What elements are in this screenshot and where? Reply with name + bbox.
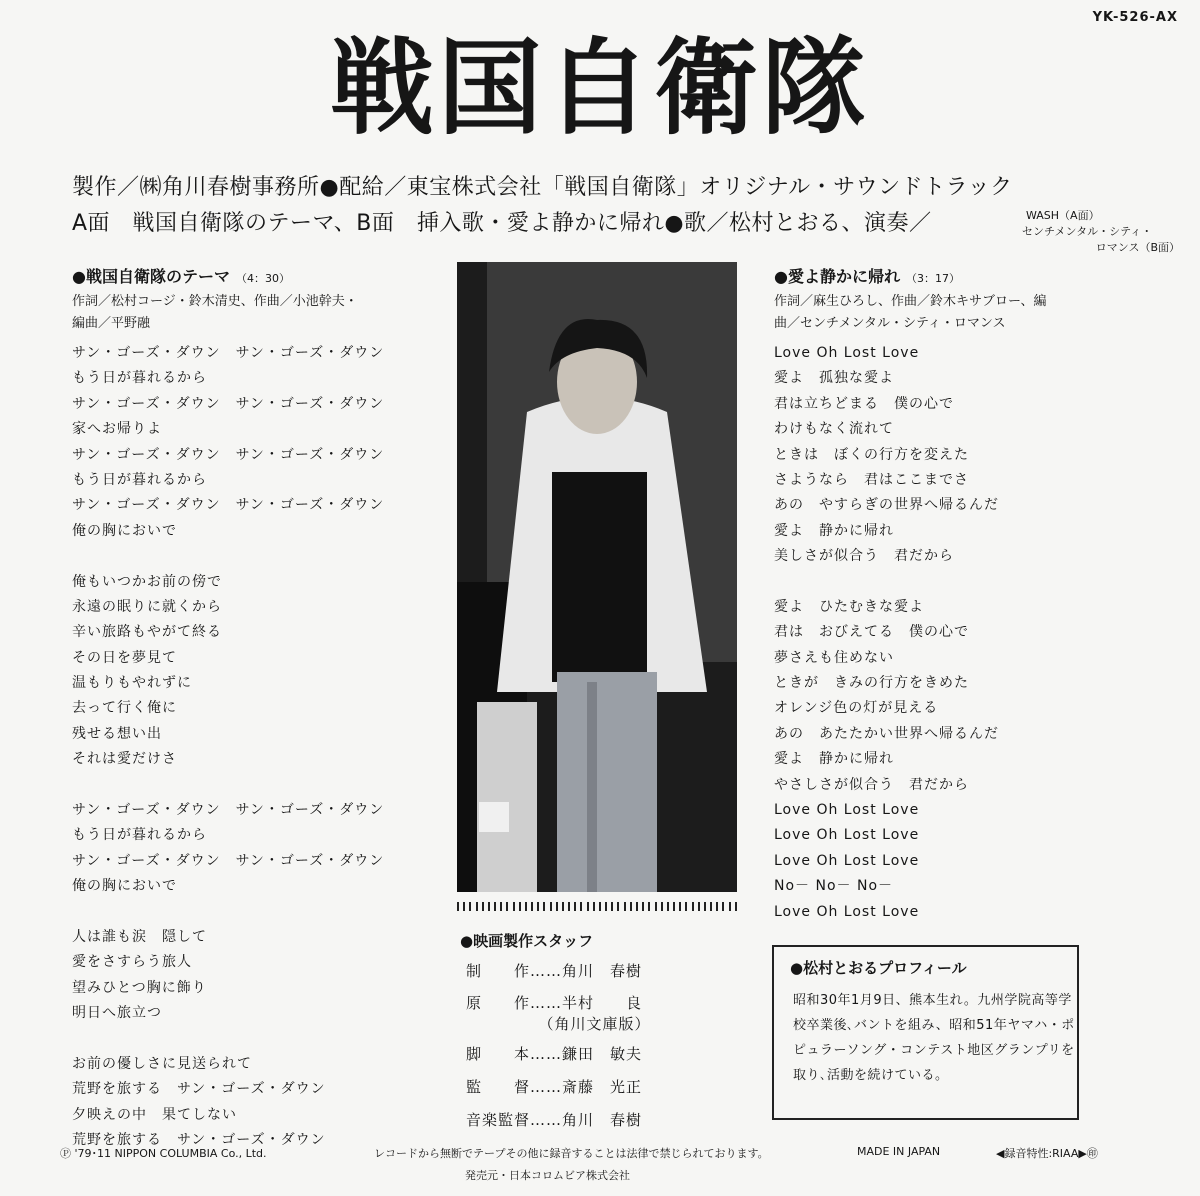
song-a-credit-line2: 編曲／平野融 bbox=[72, 316, 151, 331]
song-b-title-text: ●愛よ静かに帰れ bbox=[774, 267, 900, 286]
song-b-credit-line2: 曲／センチメンタル・シティ・ロマンス bbox=[774, 316, 1006, 331]
strip-tick bbox=[648, 902, 650, 911]
lyric-line: 家へお帰りよ bbox=[72, 421, 162, 438]
strip-tick bbox=[624, 902, 626, 911]
lyric-line: 俺もいつかお前の傍で bbox=[72, 573, 222, 590]
song-b-credit-line1: 作詞／麻生ひろし、作曲／鈴木キサブロー、編 bbox=[774, 294, 1047, 309]
song-a-credits bbox=[72, 291, 358, 335]
strip-tick bbox=[692, 902, 694, 911]
strip-tick bbox=[630, 902, 632, 911]
strip-tick bbox=[661, 902, 663, 911]
lyric-line: 夕映えの中 果てしない bbox=[72, 1106, 237, 1123]
lyric-line: やさしさが似合う 君だから bbox=[774, 776, 969, 793]
strip-tick bbox=[593, 902, 595, 911]
lyric-line: Love Oh Lost Love bbox=[774, 345, 920, 361]
strip-tick bbox=[698, 902, 700, 911]
lyric-line: もう日が暮れるから bbox=[72, 827, 207, 844]
production-credit: 製作／㈱角川春樹事務所●配給／東宝株式会社「戦国自衛隊」オリジナル・サウンドトラック bbox=[72, 175, 1013, 200]
lyric-line: 愛よ 静かに帰れ bbox=[774, 522, 894, 539]
lyric-line: サン・ゴーズ・ダウン サン・ゴーズ・ダウン bbox=[72, 497, 385, 514]
strip-tick bbox=[636, 902, 638, 911]
staff-row: 原 作……半村 良 bbox=[466, 994, 643, 1012]
lyric-line: 荒野を旅する サン・ゴーズ・ダウン bbox=[72, 1081, 326, 1098]
lyric-line bbox=[72, 900, 384, 925]
strip-tick bbox=[482, 902, 484, 911]
lyric-line: Love Oh Lost Love bbox=[774, 903, 920, 920]
lyric-line: Love Oh Lost Love bbox=[774, 802, 920, 819]
strip-tick bbox=[513, 902, 515, 911]
strip-tick bbox=[722, 902, 724, 911]
staff-title: ●映画製作スタッフ bbox=[460, 932, 594, 950]
strip-tick bbox=[556, 902, 558, 911]
lyric-line: オレンジ色の灯が見える bbox=[774, 700, 939, 717]
lyric-line: サン・ゴーズ・ダウン サン・ゴーズ・ダウン bbox=[72, 345, 385, 361]
lyric-line: 愛よ ひたむきな愛よ bbox=[774, 598, 924, 615]
song-a-title-text: ●戦国自衛隊のテーマ bbox=[72, 267, 230, 286]
photo-border-strip bbox=[457, 902, 737, 916]
singer-photo-illustration bbox=[457, 262, 737, 892]
lyric-line: お前の優しさに見送られて bbox=[72, 1055, 252, 1072]
catalog-number: YK-526-AX bbox=[1092, 10, 1178, 25]
performer-b-line1: センチメンタル・シティ・ bbox=[1022, 225, 1153, 238]
song-b-title bbox=[774, 264, 960, 287]
strip-tick bbox=[457, 902, 459, 911]
lyric-line: サン・ゴーズ・ダウン サン・ゴーズ・ダウン bbox=[72, 446, 385, 463]
strip-tick bbox=[735, 902, 737, 911]
lyric-line: それは愛だけさ bbox=[72, 751, 177, 768]
strip-tick bbox=[580, 902, 582, 911]
strip-tick bbox=[642, 902, 644, 911]
strip-tick bbox=[525, 902, 527, 911]
strip-tick bbox=[562, 902, 564, 911]
lyric-line: もう日が暮れるから bbox=[72, 471, 207, 488]
strip-tick bbox=[587, 902, 589, 911]
performer-a: WASH（A面） bbox=[1026, 209, 1100, 222]
strip-tick bbox=[710, 902, 712, 911]
lyric-line: もう日が暮れるから bbox=[72, 370, 207, 387]
strip-tick bbox=[605, 902, 607, 911]
profile-text: 昭和30年1月9日、熊本生れ。九州学院高等学校卒業後､バントを組み、昭和51年ヤマハ・ポピュラーソング・コンテスト地区グランプリを取り､活動を続けている。 bbox=[793, 993, 1075, 1083]
song-a-duration: （4：30） bbox=[235, 272, 290, 285]
song-a-credit-line1: 作詞／松村コージ・鈴木清史、作曲／小池幹夫・ bbox=[72, 294, 358, 309]
strip-tick bbox=[655, 902, 657, 911]
song-a-title bbox=[72, 264, 290, 287]
lyric-line: Love Oh Lost Love bbox=[774, 852, 920, 869]
strip-tick bbox=[500, 902, 502, 911]
lyric-line: 君は立ちどまる 僕の心で bbox=[774, 395, 954, 412]
lyric-line: No－ No－ No－ bbox=[774, 878, 894, 895]
strip-tick bbox=[673, 902, 675, 911]
song-b-duration: （3：17） bbox=[905, 272, 960, 285]
strip-tick bbox=[550, 902, 552, 911]
lyric-line: わけもなく流れて bbox=[774, 421, 894, 438]
staff-row: （角川文庫版） bbox=[466, 1015, 651, 1033]
distributor: 発売元・日本コロムビア株式会社 bbox=[465, 1169, 630, 1182]
lyric-line: 去って行く俺に bbox=[72, 700, 177, 717]
strip-tick bbox=[494, 902, 496, 911]
staff-row: 監 督……斎藤 光正 bbox=[466, 1078, 643, 1096]
lyric-line bbox=[72, 544, 384, 569]
lyric-line: ときは ぼくの行方を変えた bbox=[774, 446, 969, 463]
staff-row: 制 作……角川 春樹 bbox=[466, 962, 643, 980]
strip-tick bbox=[679, 902, 681, 911]
made-in-japan: MADE IN JAPAN bbox=[857, 1145, 941, 1158]
lyric-line: 君は おびえてる 僕の心で bbox=[774, 624, 969, 641]
lyric-line: サン・ゴーズ・ダウン サン・ゴーズ・ダウン bbox=[72, 395, 385, 412]
lyric-line: 俺の胸においで bbox=[72, 878, 177, 895]
lyric-line: 愛よ 静かに帰れ bbox=[774, 751, 894, 768]
performers bbox=[1022, 208, 1180, 256]
lyric-line: 荒野を旅する サン・ゴーズ・ダウン bbox=[72, 1132, 326, 1149]
side-credit: A面 戦国自衛隊のテーマ、B面 挿入歌・愛よ静かに帰れ●歌／松村とおる、演奏／ bbox=[72, 211, 932, 236]
album-title: 戦国自衛隊 bbox=[329, 27, 870, 149]
strip-tick bbox=[667, 902, 669, 911]
lyric-line: あの あたたかい世界へ帰るんだ bbox=[774, 725, 999, 742]
lyric-line: 明日へ旅立つ bbox=[72, 1005, 162, 1022]
lyric-line: サン・ゴーズ・ダウン サン・ゴーズ・ダウン bbox=[72, 802, 385, 819]
lyric-line: 俺の胸においで bbox=[72, 522, 177, 539]
lyric-line: 残せる想い出 bbox=[72, 725, 162, 742]
lyric-line: 美しさが似合う 君だから bbox=[774, 548, 954, 565]
strip-tick bbox=[685, 902, 687, 911]
lyric-line: その日を夢見て bbox=[72, 649, 177, 666]
lyric-line: 温もりもやれずに bbox=[72, 675, 192, 692]
lyric-line: 永遠の眠りに就くから bbox=[72, 598, 222, 615]
strip-tick bbox=[716, 902, 718, 911]
strip-tick bbox=[729, 902, 731, 911]
song-b-credits bbox=[774, 291, 1046, 335]
strip-tick bbox=[488, 902, 490, 911]
strip-tick bbox=[531, 902, 533, 911]
staff-row: 音楽監督……角川 春樹 bbox=[466, 1111, 643, 1129]
strip-tick bbox=[476, 902, 478, 911]
lyric-line: さようなら 君はここまでさ bbox=[774, 471, 969, 488]
copy-notice: レコードから無断でテープその他に録音することは法律で禁じられております。 bbox=[374, 1147, 769, 1160]
song-a-lyrics bbox=[72, 341, 384, 1154]
lyric-line: ときが きみの行方をきめた bbox=[774, 675, 969, 692]
lyric-line: 辛い旅路もやがて終る bbox=[72, 624, 222, 641]
lyric-line: 愛をさすらう旅人 bbox=[72, 954, 192, 971]
strip-tick bbox=[506, 902, 508, 911]
lyric-line bbox=[72, 1027, 384, 1052]
staff-row: 脚 本……鎌田 敏夫 bbox=[466, 1045, 643, 1063]
strip-tick bbox=[537, 902, 539, 911]
strip-tick bbox=[568, 902, 570, 911]
strip-tick bbox=[519, 902, 521, 911]
lyric-line bbox=[72, 773, 384, 798]
strip-tick bbox=[543, 902, 545, 911]
riaa-label: ◀録音特性:RIAA▶㊞ bbox=[996, 1147, 1098, 1160]
lyric-line: 愛よ 孤独な愛よ bbox=[774, 370, 894, 387]
strip-tick bbox=[611, 902, 613, 911]
copyright: Ⓟ '79･11 NIPPON COLUMBIA Co., Ltd. bbox=[60, 1147, 267, 1160]
singer-photo bbox=[457, 262, 737, 892]
lyric-line: 望みひとつ胸に飾り bbox=[72, 979, 207, 996]
strip-tick bbox=[704, 902, 706, 911]
lyric-line bbox=[774, 570, 999, 595]
lyric-line: 人は誰も涙 隠して bbox=[72, 928, 207, 945]
lyric-line: サン・ゴーズ・ダウン サン・ゴーズ・ダウン bbox=[72, 852, 385, 869]
strip-tick bbox=[469, 902, 471, 911]
strip-tick bbox=[574, 902, 576, 911]
lyric-line: 夢さえも住めない bbox=[774, 649, 894, 666]
strip-tick bbox=[617, 902, 619, 911]
strip-tick bbox=[463, 902, 465, 911]
profile-title: ●松村とおるプロフィール bbox=[790, 959, 967, 977]
performer-b-line2: ロマンス（B面） bbox=[1095, 241, 1180, 254]
lyric-line: Love Oh Lost Love bbox=[774, 827, 920, 844]
lyric-line: あの やすらぎの世界へ帰るんだ bbox=[774, 497, 999, 514]
strip-tick bbox=[599, 902, 601, 911]
song-b-lyrics bbox=[774, 341, 999, 925]
